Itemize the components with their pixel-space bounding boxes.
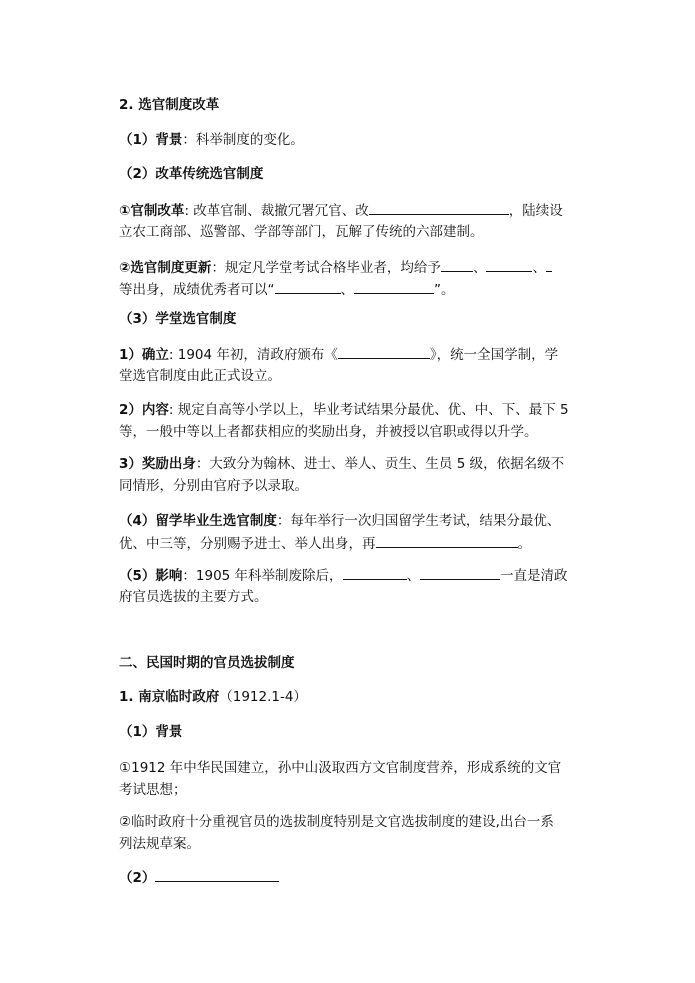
blank-10[interactable] (420, 566, 500, 580)
text-content-a: : 规定自高等小学以上，毕业考试结果分最优、优、中、下、最下 5 (168, 402, 569, 418)
paragraph-selection-update-cont (119, 280, 455, 299)
heading-school-selection: （3）学堂选官制度 (119, 311, 237, 327)
paragraph-selection-update (119, 258, 552, 277)
label-impact: （5）影响 (119, 568, 183, 584)
blank-11[interactable] (155, 868, 279, 882)
label-official-reform: ①官制改革 (119, 203, 185, 219)
text-establish-b: 》，统一全国学制，学 (429, 347, 559, 363)
paragraph-content (119, 401, 569, 419)
label-content: 2）内容 (119, 402, 169, 418)
sep-impact: 、 (406, 568, 421, 584)
text-selection-update-d: ”。 (434, 282, 455, 298)
paragraph-official-reform (119, 201, 563, 220)
paragraph-item-2 (119, 868, 279, 887)
blank-2[interactable] (441, 258, 473, 272)
text-nanjing-date: （1912.1-4） (219, 689, 307, 705)
text-impact-a: ：1905 年科举制废除后， (182, 568, 343, 584)
blank-6[interactable] (354, 280, 434, 294)
label-overseas: （4）留学毕业生选官制度 (119, 513, 277, 529)
heading-background-2: （1）背景 (119, 724, 183, 740)
paragraph-reward (119, 455, 564, 473)
blank-1[interactable] (369, 201, 509, 215)
paragraph-establish-cont: 堂选官制度由此正式设立。 (119, 368, 281, 384)
text-official-reform-a: : 改革官制、裁撤冗署冗官、改 (184, 203, 369, 219)
text-official-reform-b: ，陆续设 (508, 203, 563, 219)
paragraph-impact (119, 566, 568, 585)
paragraph-official-reform-cont: 立农工商部、巡警部、学部等部门，瓦解了传统的六部建制。 (119, 224, 484, 240)
paragraph-establish (119, 345, 558, 364)
blank-7[interactable] (338, 345, 430, 359)
label-item-2: （2） (119, 870, 156, 886)
section-3-title: 二、民国时期的官员选拔制度 (119, 655, 295, 671)
text-reward-a: ：大致分为翰林、进士、举人、贡生、生员 5 级，依据名级不 (195, 456, 565, 472)
text-establish-a: : 1904 年初，清政府颁布《 (168, 347, 338, 363)
text-background: ：科举制度的变化。 (182, 132, 304, 148)
blank-9[interactable] (343, 566, 407, 580)
sep-1: 、 (472, 260, 487, 276)
heading-reform-traditional: （2）改革传统选官制度 (119, 166, 264, 182)
text-impact-b: 一直是清政 (500, 568, 568, 584)
paragraph-roc-1-cont: 考试思想； (119, 782, 187, 798)
label-background: （1）背景 (119, 132, 183, 148)
paragraph-reward-cont: 同情形，分别由官府予以录取。 (119, 478, 308, 494)
blank-3[interactable] (486, 258, 532, 272)
section-2-title: 2. 选官制度改革 (119, 97, 220, 113)
text-overseas-a: ：每年举行一次归国留学生考试，结果分最优、 (276, 513, 561, 529)
paragraph-impact-cont: 府官员选拔的主要方式。 (119, 589, 268, 605)
text-overseas-c: 。 (517, 536, 531, 552)
heading-nanjing (119, 688, 307, 706)
label-establish: 1）确立 (119, 347, 169, 363)
label-reward: 3）奖励出身 (119, 456, 196, 472)
blank-8[interactable] (376, 534, 518, 548)
paragraph-content-cont: 等，一般中等以上者都获相应的奖励出身，并被授以官职或得以升学。 (119, 424, 538, 440)
paragraph-roc-2: ②临时政府十分重视官员的选拔制度特别是文官选拔制度的建设,出台一系 (119, 814, 554, 830)
label-nanjing: 1. 南京临时政府 (119, 689, 220, 705)
blank-5[interactable] (275, 280, 341, 294)
paragraph-overseas (119, 512, 560, 530)
sep-2: 、 (532, 260, 546, 276)
text-selection-update-a: ：规定凡学堂考试合格毕业者，均给予 (211, 260, 441, 276)
text-overseas-b: 优、中三等，分别赐予进士、举人出身，再 (119, 536, 376, 552)
paragraph-background (119, 131, 304, 149)
sep-3: 、 (340, 282, 354, 298)
blank-4[interactable] (546, 258, 552, 272)
paragraph-roc-1: ①1912 年中华民国建立，孙中山汲取西方文官制度营养，形成系统的文官 (119, 760, 562, 776)
paragraph-overseas-cont (119, 534, 531, 553)
paragraph-roc-2-cont: 列法规草案。 (119, 836, 200, 852)
text-selection-update-c: 等出身，成绩优秀者可以“ (119, 282, 275, 298)
label-selection-update: ②选官制度更新 (119, 260, 212, 276)
